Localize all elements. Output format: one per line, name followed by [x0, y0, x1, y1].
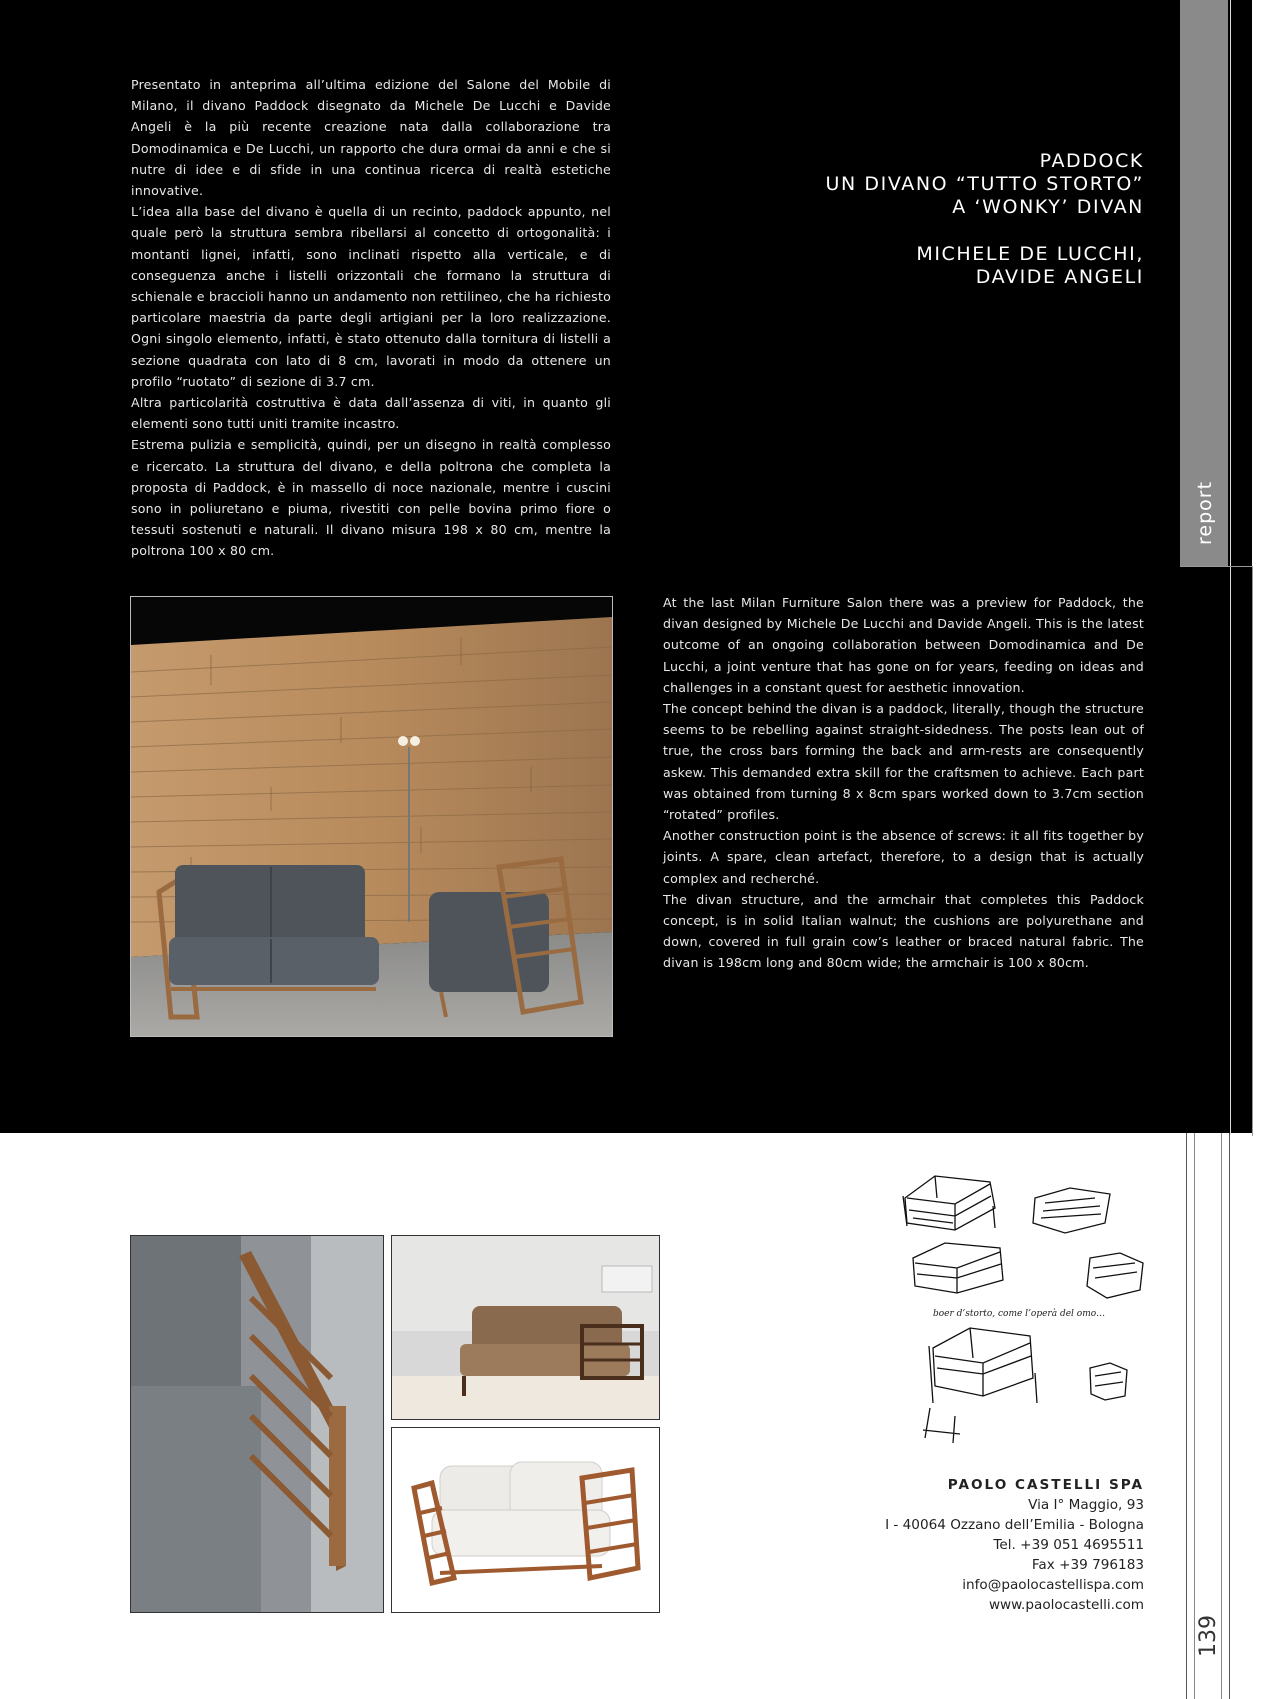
leather-divan-photo [391, 1235, 660, 1420]
white-divan-photo [391, 1427, 660, 1613]
italian-paragraph-4: Estrema pulizia e semplicità, quindi, per un disegno in realtà complesso e ricercato. La struttura del divano, e della poltrona che completa la proposta di Paddock, è in massello di noce nazionale, mentre i cuscini sono in poliuretano e piuma, rivestiti con pelle bovina primo fiore o tessuti sostenuti e naturali. Il divano misura 198 x 80 cm, mentre la poltrona 100 x 80 cm. [131, 437, 611, 559]
margin-rule-horizontal [1180, 566, 1253, 567]
italian-paragraph-2: L’idea alla base del divano è quella di un recinto, paddock appunto, nel quale però la struttura sembra ribellarsi al concetto di ortogonalità: i montanti lignei, infatti, sono inclinati rispetto alla verticale, e di conseguenza anche i listelli orizzontali che formano la struttura di schienale e braccioli hanno un andamento non rettilineo, che ha richiesto particolare maestria da parte degli artigiani per la loro realizzazione. Ogni singolo elemento, infatti, è stato ottenuto dalla tornitura di listelli a sezione quadrata con lato di 8 cm, lavorati in modo da ottenere un profilo “ruotato” di sezione di 3.7 cm. [131, 204, 611, 389]
email-address[interactable]: info@paolocastellispa.com [962, 1577, 1144, 1593]
section-label: report [1194, 480, 1216, 545]
website-url[interactable]: www.paolocastelli.com [988, 1597, 1144, 1613]
english-paragraph-4: The divan structure, and the armchair that completes this Paddock concept, is in solid Italian walnut; the cushions are polyurethane and down, covered in full grain cow’s leather or braced natural fabric. The divan is 198cm long and 80cm wide; the armchair is 100 x 80cm. [663, 891, 1144, 971]
english-paragraph-3: Another construction point is the absence of screws: it all fits together by joints. A spare, clean artefact, therefore, to a design that is actually complex and recherché. [663, 828, 1144, 886]
margin-rule-lower [1252, 566, 1253, 1136]
page-number: 139 [1196, 1615, 1221, 1657]
title-line-2: UN DIVANO “TUTTO STORTO” [825, 173, 1144, 195]
phone-number: Tel. +39 051 4695511 [993, 1537, 1144, 1553]
author-line-1: MICHELE DE LUCCHI, [916, 243, 1144, 265]
italian-paragraph-3: Altra particolarità costruttiva è data dall’assenza di viti, in quanto gli elementi sono tutti uniti tramite incastro. [131, 395, 611, 432]
english-paragraph-1: At the last Milan Furniture Salon there was a preview for Paddock, the divan designed by Michele De Lucchi and Davide Angeli. This is the latest outcome of an ongoing collaboration between Domodinamica and De Lucchi, a joint venture that has gone on for years, feeding on ideas and challenges in a constant quest for aesthetic innovation. [663, 595, 1144, 695]
margin-rule [1230, 0, 1231, 1135]
sketch-handwriting: boer d’storto, come l’operà del omo… [933, 1309, 1106, 1319]
company-name: PAOLO CASTELLI SPA [947, 1477, 1144, 1493]
author-line-2: DAVIDE ANGELI [975, 266, 1144, 288]
address-street: Via I° Maggio, 93 [1028, 1497, 1144, 1513]
italian-paragraph-1: Presentato in anteprima all’ultima edizione del Salone del Mobile di Milano, il divano Paddock disegnato da Michele De Lucchi e Davide Angeli è la più recente creazione nata dalla collaborazione tra Domodinamica e De Lucchi, un rapporto che dura ormai da anni e che si nutre di idee e di sfide in una continua ricerca di realtà estetiche innovative. [131, 77, 611, 199]
contact-block [885, 1475, 1144, 1615]
english-paragraph-2: The concept behind the divan is a paddock, literally, though the structure seems to be rebelling against straight-sidedness. The posts lean out of true, the cross bars forming the back and arm-rests are consequently askew. This demanded extra skill for the craftsmen to achieve. Each part was obtained from turning 8 x 8cm spars worked down to 3.7cm section “rotated” profiles. [663, 701, 1144, 823]
armrest-detail-photo [130, 1235, 384, 1613]
paddock-showroom-photo [130, 596, 613, 1037]
article-title [825, 150, 1144, 289]
title-line-1: PADDOCK [1039, 150, 1144, 172]
design-sketches [895, 1168, 1160, 1458]
italian-body-text [131, 74, 611, 562]
fax-number: Fax +39 796183 [1031, 1557, 1144, 1573]
address-city: I - 40064 Ozzano dell’Emilia - Bologna [885, 1517, 1144, 1533]
title-line-3: A ‘WONKY’ DIVAN [952, 196, 1144, 218]
english-body-text [663, 592, 1144, 974]
